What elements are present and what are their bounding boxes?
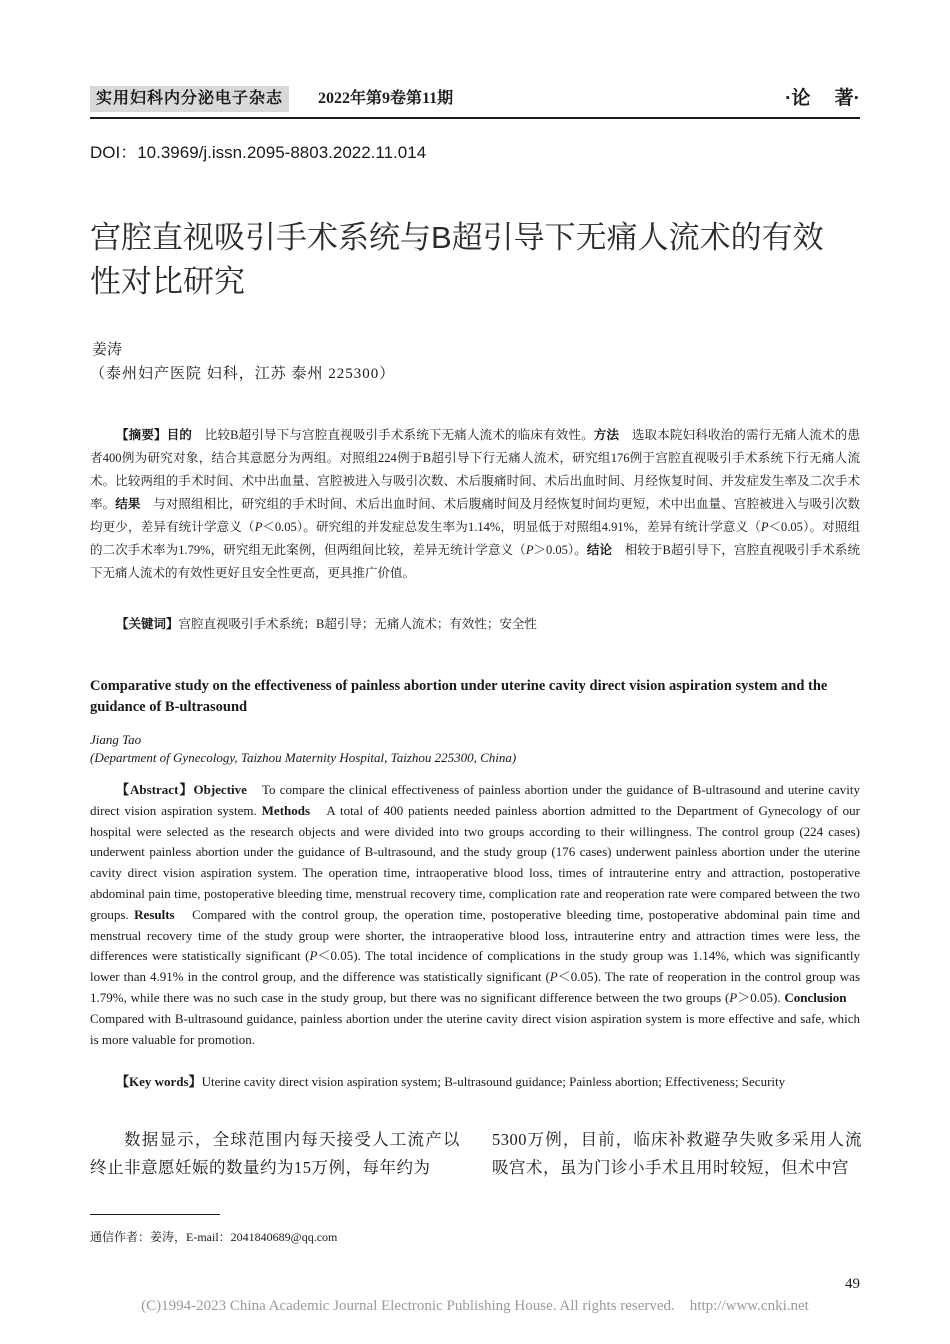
header-rule <box>90 117 860 119</box>
conclusion-label-cn: 结论 <box>586 543 613 557</box>
objective-text-en: To compare the clinical effectiveness of painless abortion under the guidance of B-ultrasound and uterine cavity direct vision aspiration system. <box>90 782 860 818</box>
conclusion-label-en: Conclusion <box>784 989 847 1005</box>
methods-text-cn: 选取本院妇科收治的需行无痛人流术的患者400例为研究对象，结合其意愿分为两组。对照组224例于B超引导下行无痛人流术，研究组176例于宫腔直视吸引手术系统下行无痛人流术。比较两组的手术时间、术中出血量、宫腔被进入与吸引次数、术后腹痛时间、术后出血时间、月经恢复时间、并发症发生率及二次手术率。 <box>90 428 860 511</box>
p-symbol: P <box>729 989 738 1005</box>
objective-label-cn: 目的 <box>166 428 193 442</box>
copyright-watermark: (C)1994-2023 China Academic Journal Electronic Publishing House. All rights reserved. http://www.cnki.net <box>141 1298 809 1314</box>
methods-text-en: A total of 400 patients needed painless abortion admitted to the Department of Gynecology of our hospital were selected as the research objects and were divided into two groups according to their willingness. The control group (224 cases) underwent painless abortion under the guidance of B-ultrasound, and the study group (176 cases) underwent painless abortion under the uterine cavity direct vision aspiration system. The operation time, intraoperative blood loss, times of intrauterine entry and attraction, postoperative abdominal pain time, postoperative bleeding time, menstrual recovery time, complication rate and reoperation rate were compared between the two groups. <box>90 802 860 922</box>
results-text-cn-3: ＜0.05）。对照组的二次手术率为1.79%，研究组无此案例，但两组间比较，差异无统计学意义（ <box>90 520 860 557</box>
results-text-en-2: ＜0.05). The total incidence of complications in the study group was 1.14%, which was significantly lower than 4.91% in the control group, and the difference was statistically significant ( <box>90 948 860 985</box>
article-title: 宫腔直视吸引手术系统与B超引导下无痛人流术的有效性对比研究 <box>90 220 824 299</box>
issue-info: 2022年第9卷第11期 <box>318 90 454 107</box>
results-text-en-1: Compared with the control group, the operation time, postoperative bleeding time, postoperative abdominal pain time and menstrual recovery time of the study group were shorter, the intraoperative blood loss, intrauterine entry and attraction times were less, the differences were statistically significant ( <box>90 906 860 964</box>
english-title: Comparative study on the effectiveness of painless abortion under uterine cavity direct vision aspiration system and the guidance of B-ultrasound <box>90 678 828 715</box>
english-affiliation: (Department of Gynecology, Taizhou Maternity Hospital, Taizhou 225300, China) <box>90 750 517 765</box>
conclusion-text-en: Compared with B-ultrasound guidance, painless abortion under the uterine cavity direct vision aspiration system is more effective and safe, which is more valuable for promotion. <box>90 989 860 1047</box>
corresponding-author-footnote: 通信作者：姜涛，E-mail：2041840689@qq.com <box>90 1230 338 1244</box>
p-symbol: P <box>309 948 318 964</box>
p-symbol: P <box>549 969 558 985</box>
keywords-cn-label: 【关键词】 <box>116 617 179 631</box>
keywords-en <box>90 1072 860 1092</box>
footnote-rule <box>90 1214 220 1215</box>
objective-text-cn: 比较B超引导下与宫腔直视吸引手术系统下无痛人流术的临床有效性。 <box>192 428 594 442</box>
body-column-left: 数据显示，全球范围内每天接受人工流产以终止非意愿妊娠的数量约为15万例，每年约为 <box>90 1130 460 1177</box>
results-text-cn-1: 与对照组相比，研究组的手术时间、术后出血时间、术后腹痛时间及月经恢复时间均更短，术中出血量、宫腔被进入与吸引次数均更少，差异有统计学意义（ <box>90 497 860 534</box>
objective-label-en: Objective <box>193 782 247 797</box>
english-author: Jiang Tao <box>90 732 142 747</box>
conclusion-text-cn: 相较于B超引导下，宫腔直视吸引手术系统下无痛人流术的有效性更好且安全性更高，更具推广价值。 <box>90 543 860 580</box>
doi[interactable]: DOI：10.3969/j.issn.2095-8803.2022.11.014 <box>90 143 427 162</box>
results-text-cn-4: ＞0.05）。 <box>533 543 587 557</box>
abstract-cn <box>90 424 860 585</box>
methods-label-cn: 方法 <box>593 428 620 442</box>
section-label: ·论 著· <box>785 88 860 109</box>
results-text-en-3: ＜0.05). The rate of reoperation in the control group was 1.79%, while there was no such case in the study group, but there was no significant difference between the two groups ( <box>90 969 860 1005</box>
results-text-cn-2: ＜0.05）。研究组的并发症总发生率为1.14%，明显低于对照组4.91%，差异有统计学意义（ <box>262 520 761 534</box>
journal-name: 实用妇科内分泌电子杂志 <box>90 86 289 112</box>
body-column-right: 5300万例，目前，临床补救避孕失败多采用人流吸宫术，虽为门诊小手术且用时较短，但术中宫 <box>492 1130 862 1177</box>
abstract-cn-label: 【摘要】 <box>116 428 167 442</box>
results-label-cn: 结果 <box>115 497 141 511</box>
results-text-en-4: ＞0.05). <box>737 989 785 1005</box>
p-symbol: P <box>525 543 534 557</box>
keywords-cn <box>90 613 860 636</box>
abstract-en <box>90 780 860 1050</box>
results-label-en: Results <box>134 906 175 922</box>
abstract-en-label: 【Abstract】 <box>116 782 194 797</box>
p-symbol: P <box>760 520 769 534</box>
keywords-en-label: 【Key words】 <box>116 1074 202 1089</box>
keywords-en-text: Uterine cavity direct vision aspiration system; B-ultrasound guidance; Painless abortion; Effectiveness; Security <box>201 1074 786 1089</box>
affiliation: （泰州妇产医院 妇科，江苏 泰州 225300） <box>90 366 396 382</box>
methods-label-en: Methods <box>261 802 311 818</box>
page-number: 49 <box>845 1276 860 1292</box>
p-symbol: P <box>254 520 263 534</box>
journal-header <box>90 84 860 116</box>
keywords-cn-text: 宫腔直视吸引手术系统；B超引导；无痛人流术；有效性；安全性 <box>178 617 537 631</box>
author: 姜涛 <box>92 342 123 358</box>
